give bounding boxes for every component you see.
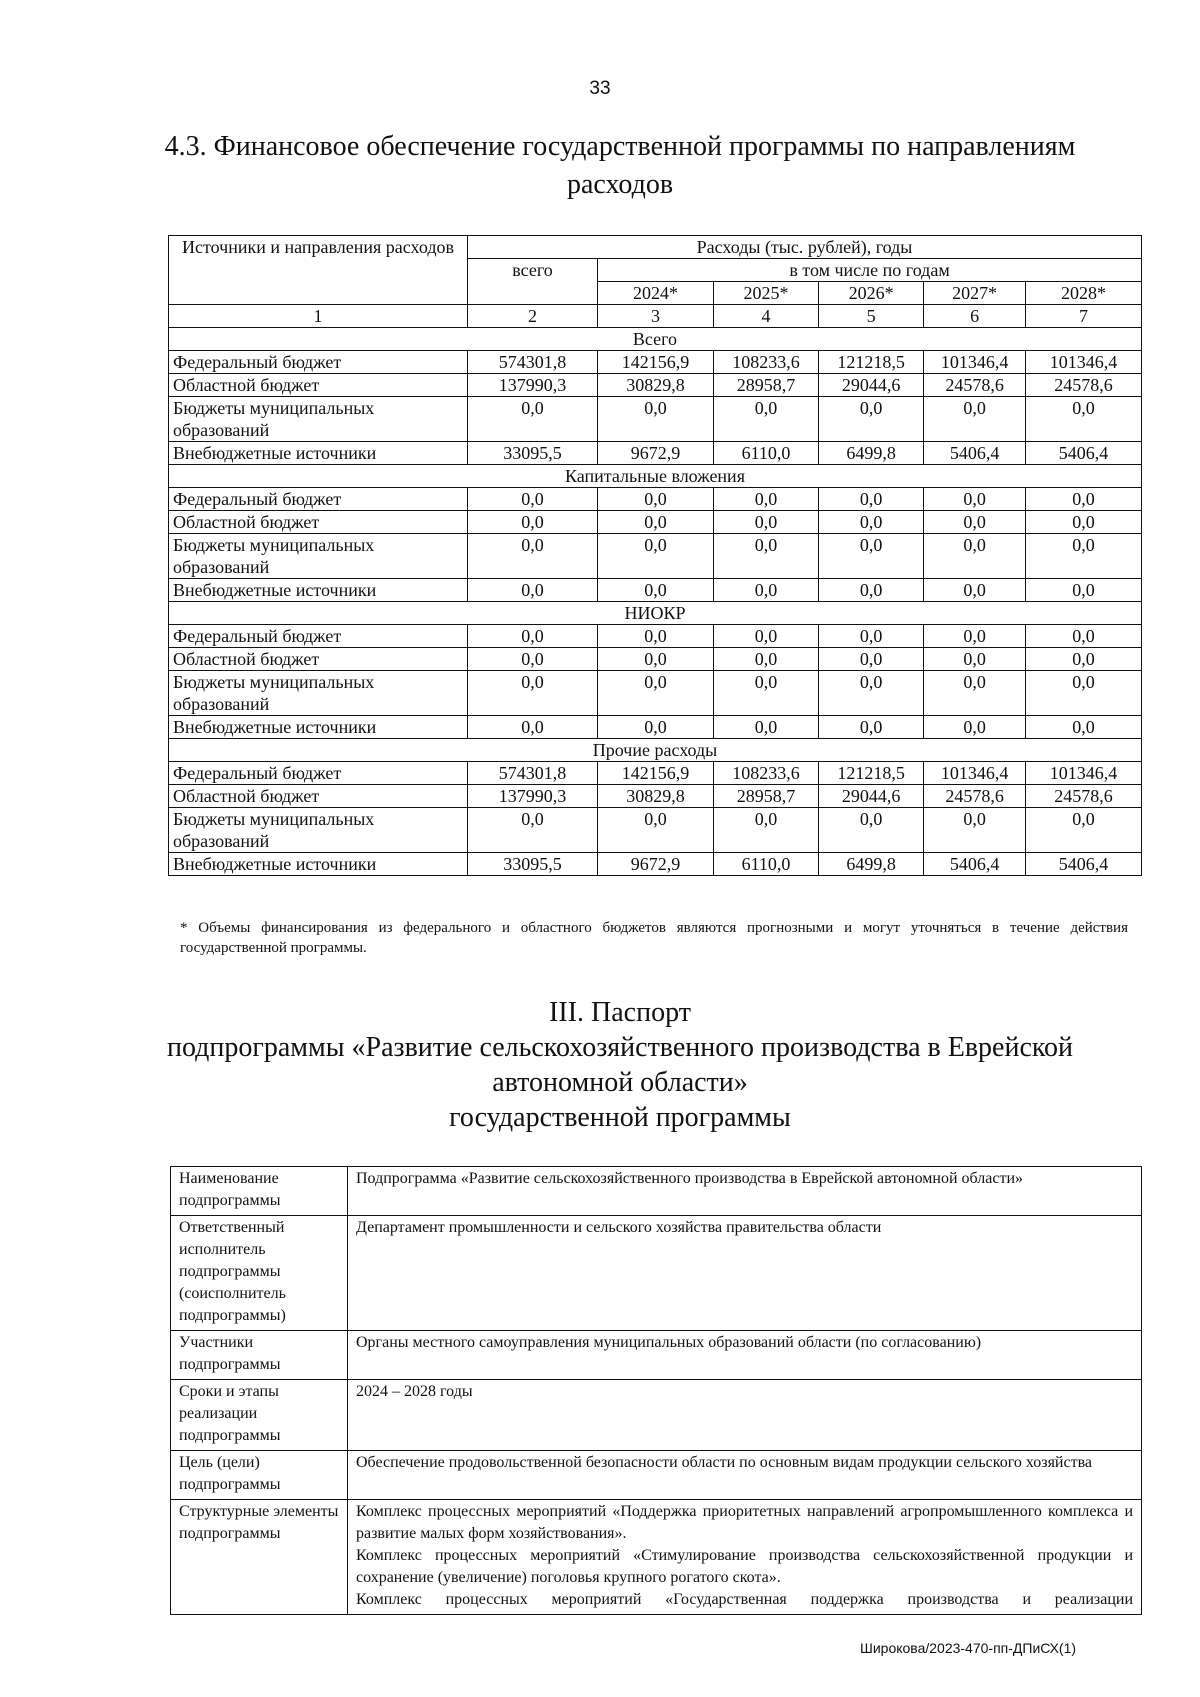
row-label: Областной бюджет (169, 511, 468, 534)
column-number: 5 (819, 305, 924, 328)
value-cell: 0,0 (819, 511, 924, 534)
value-cell: 0,0 (819, 671, 924, 716)
column-number: 1 (169, 305, 468, 328)
row-label: Внебюджетные источники (169, 853, 468, 876)
value-cell: 0,0 (924, 671, 1026, 716)
value-cell: 0,0 (713, 397, 818, 442)
value-cell: 0,0 (819, 716, 924, 739)
table-row (169, 671, 1142, 716)
passport-key: Наименование подпрограммы (171, 1167, 348, 1216)
document-signature: Широкова/2023-470-пп-ДПиСХ(1) (860, 1640, 1077, 1656)
passport-key: Цель (цели) подпрограммы (171, 1451, 348, 1500)
passport-value (348, 1500, 1142, 1615)
passport-key: Ответственный исполнитель подпрограммы (соисполнитель подпрограммы) (171, 1216, 348, 1331)
value-cell: 5406,4 (924, 853, 1026, 876)
year-header: 2024* (598, 282, 714, 305)
value-cell: 0,0 (598, 671, 714, 716)
value-cell: 0,0 (924, 534, 1026, 579)
row-label: Федеральный бюджет (169, 762, 468, 785)
value-cell: 29044,6 (819, 374, 924, 397)
value-cell: 6499,8 (819, 442, 924, 465)
value-cell: 0,0 (598, 534, 714, 579)
table-row (169, 511, 1142, 534)
value-cell: 0,0 (468, 397, 598, 442)
section-row (169, 328, 1142, 351)
table-row (169, 397, 1142, 442)
value-cell: 0,0 (819, 625, 924, 648)
financing-table (168, 235, 1142, 876)
value-cell: 0,0 (598, 625, 714, 648)
value-cell: 0,0 (598, 397, 714, 442)
value-cell: 0,0 (924, 808, 1026, 853)
value-cell: 0,0 (468, 534, 598, 579)
value-cell: 33095,5 (468, 442, 598, 465)
table-row (169, 648, 1142, 671)
value-cell: 0,0 (1026, 671, 1142, 716)
passport-key: Участники подпрограммы (171, 1331, 348, 1380)
footnote: * Объемы финансирования из федерального и областного бюджетов являются прогнозными и могут уточняться в течение действия государственной программы. (180, 920, 1128, 956)
table-row (169, 716, 1142, 739)
value-cell: 108233,6 (713, 351, 818, 374)
passport-row (171, 1380, 1142, 1451)
passport-title (150, 995, 1090, 1135)
table-row (169, 579, 1142, 602)
section-row (169, 602, 1142, 625)
value-cell: 0,0 (468, 716, 598, 739)
passport-value (348, 1167, 1142, 1216)
value-cell: 5406,4 (1026, 853, 1142, 876)
value-cell: 0,0 (924, 648, 1026, 671)
value-cell: 137990,3 (468, 374, 598, 397)
value-cell: 6499,8 (819, 853, 924, 876)
value-cell: 24578,6 (924, 374, 1026, 397)
passport-value (348, 1216, 1142, 1331)
value-cell: 24578,6 (1026, 785, 1142, 808)
passport-key: Сроки и этапы реализации подпрограммы (171, 1380, 348, 1451)
value-cell: 30829,8 (598, 785, 714, 808)
table-row (169, 374, 1142, 397)
passport-title-line2: подпрограммы «Развитие сельскохозяйственного производства в Еврейской (166, 1032, 1074, 1063)
value-cell: 6110,0 (713, 442, 818, 465)
row-label: Бюджеты муниципальных образований (169, 808, 468, 853)
value-cell: 33095,5 (468, 853, 598, 876)
passport-value-paragraph: Комплекс процессных мероприятий «Поддержка приоритетных направлений агропромышленного комплекса и развитие малых форм хозяйствования». (356, 1503, 1133, 1542)
row-label: Федеральный бюджет (169, 351, 468, 374)
row-label: Внебюджетные источники (169, 579, 468, 602)
column-number: 2 (468, 305, 598, 328)
value-cell: 0,0 (1026, 808, 1142, 853)
value-cell: 0,0 (819, 397, 924, 442)
row-label: Федеральный бюджет (169, 488, 468, 511)
passport-value-paragraph: Комплекс процессных мероприятий «Стимулирование производства сельскохозяйственной продукции и сохранение (увеличение) поголовья крупного рогатого скота». (356, 1547, 1133, 1586)
table-row (169, 351, 1142, 374)
section-title-line2: расходов (566, 169, 674, 200)
value-cell: 0,0 (1026, 625, 1142, 648)
value-cell: 0,0 (468, 808, 598, 853)
value-cell: 0,0 (468, 648, 598, 671)
value-cell: 0,0 (1026, 648, 1142, 671)
table-row (169, 853, 1142, 876)
passport-row (171, 1500, 1142, 1615)
value-cell: 0,0 (924, 488, 1026, 511)
column-number: 4 (713, 305, 818, 328)
year-header: 2026* (819, 282, 924, 305)
passport-value-paragraph: Подпрограмма «Развитие сельскохозяйственного производства в Еврейской автономной области» (356, 1170, 1024, 1187)
value-cell: 0,0 (924, 625, 1026, 648)
value-cell: 0,0 (713, 648, 818, 671)
value-cell: 0,0 (713, 625, 818, 648)
value-cell: 0,0 (1026, 488, 1142, 511)
value-cell: 5406,4 (1026, 442, 1142, 465)
value-cell: 24578,6 (1026, 374, 1142, 397)
section-title (150, 128, 1090, 204)
table-row (169, 785, 1142, 808)
value-cell: 101346,4 (1026, 762, 1142, 785)
value-cell: 29044,6 (819, 785, 924, 808)
passport-value-paragraph: Органы местного самоуправления муниципальных образований области (по согласованию) (356, 1334, 982, 1351)
value-cell: 137990,3 (468, 785, 598, 808)
value-cell: 101346,4 (924, 351, 1026, 374)
value-cell: 0,0 (713, 671, 818, 716)
value-cell: 0,0 (468, 511, 598, 534)
value-cell: 0,0 (924, 716, 1026, 739)
value-cell: 0,0 (598, 808, 714, 853)
value-cell: 5406,4 (924, 442, 1026, 465)
table-row (169, 808, 1142, 853)
section-row (169, 465, 1142, 488)
value-cell: 9672,9 (598, 442, 714, 465)
table-row (169, 762, 1142, 785)
section-row (169, 739, 1142, 762)
value-cell: 0,0 (468, 488, 598, 511)
value-cell: 0,0 (819, 648, 924, 671)
section-title-cell: НИОКР (169, 602, 1142, 625)
value-cell: 0,0 (713, 488, 818, 511)
header-row-1 (169, 236, 1142, 259)
value-cell: 0,0 (924, 397, 1026, 442)
passport-value (348, 1451, 1142, 1500)
value-cell: 0,0 (713, 579, 818, 602)
value-cell: 0,0 (1026, 579, 1142, 602)
passport-row (171, 1167, 1142, 1216)
value-cell: 0,0 (713, 716, 818, 739)
passport-value (348, 1380, 1142, 1451)
row-label: Бюджеты муниципальных образований (169, 534, 468, 579)
row-label: Бюджеты муниципальных образований (169, 671, 468, 716)
table-row (169, 442, 1142, 465)
value-cell: 6110,0 (713, 853, 818, 876)
year-header: 2027* (924, 282, 1026, 305)
value-cell: 142156,9 (598, 762, 714, 785)
header-by-years: в том числе по годам (598, 259, 1142, 282)
value-cell: 0,0 (468, 671, 598, 716)
column-number: 6 (924, 305, 1026, 328)
column-numbers-row (169, 305, 1142, 328)
section-title-cell: Прочие расходы (169, 739, 1142, 762)
passport-row (171, 1451, 1142, 1500)
value-cell: 24578,6 (924, 785, 1026, 808)
value-cell: 0,0 (598, 716, 714, 739)
value-cell: 0,0 (1026, 534, 1142, 579)
table-row (169, 488, 1142, 511)
passport-title-line1: III. Паспорт (549, 997, 691, 1028)
page-number: 33 (589, 78, 611, 99)
value-cell: 28958,7 (713, 785, 818, 808)
row-label: Внебюджетные источники (169, 442, 468, 465)
value-cell: 0,0 (819, 579, 924, 602)
value-cell: 0,0 (924, 511, 1026, 534)
value-cell: 28958,7 (713, 374, 818, 397)
row-label: Областной бюджет (169, 374, 468, 397)
column-number: 7 (1026, 305, 1142, 328)
header-expenses: Расходы (тыс. рублей), годы (468, 236, 1142, 259)
value-cell: 0,0 (598, 511, 714, 534)
value-cell: 101346,4 (1026, 351, 1142, 374)
row-label: Бюджеты муниципальных образований (169, 397, 468, 442)
passport-title-line3: автономной области» (492, 1067, 748, 1098)
value-cell: 0,0 (468, 579, 598, 602)
year-header: 2025* (713, 282, 818, 305)
section-title-cell: Капитальные вложения (169, 465, 1142, 488)
year-header: 2028* (1026, 282, 1142, 305)
passport-table (170, 1166, 1142, 1615)
passport-title-line4: государственной программы (449, 1102, 791, 1133)
value-cell: 108233,6 (713, 762, 818, 785)
value-cell: 30829,8 (598, 374, 714, 397)
value-cell: 0,0 (713, 511, 818, 534)
passport-row (171, 1216, 1142, 1331)
value-cell: 0,0 (819, 808, 924, 853)
row-label: Федеральный бюджет (169, 625, 468, 648)
passport-value-paragraph: Департамент промышленности и сельского хозяйства правительства области (356, 1219, 882, 1236)
row-label: Внебюджетные источники (169, 716, 468, 739)
passport-value-paragraph: Комплекс процессных мероприятий «Государственная поддержка производства и реализации (356, 1591, 1133, 1608)
value-cell: 142156,9 (598, 351, 714, 374)
value-cell: 0,0 (713, 808, 818, 853)
value-cell: 574301,8 (468, 351, 598, 374)
row-label: Областной бюджет (169, 648, 468, 671)
header-total: всего (468, 259, 598, 305)
column-number: 3 (598, 305, 714, 328)
value-cell: 0,0 (924, 579, 1026, 602)
value-cell: 0,0 (1026, 716, 1142, 739)
value-cell: 121218,5 (819, 351, 924, 374)
value-cell: 574301,8 (468, 762, 598, 785)
value-cell: 121218,5 (819, 762, 924, 785)
value-cell: 0,0 (598, 579, 714, 602)
header-sources: Источники и направления расходов (169, 236, 468, 305)
passport-row (171, 1331, 1142, 1380)
value-cell: 0,0 (598, 488, 714, 511)
passport-value-paragraph: Обеспечение продовольственной безопасности области по основным видам продукции сельского хозяйства (356, 1454, 1093, 1471)
passport-key: Структурные элементы подпрограммы (171, 1500, 348, 1615)
table-row (169, 534, 1142, 579)
value-cell: 101346,4 (924, 762, 1026, 785)
value-cell: 0,0 (713, 534, 818, 579)
value-cell: 9672,9 (598, 853, 714, 876)
row-label: Областной бюджет (169, 785, 468, 808)
value-cell: 0,0 (819, 534, 924, 579)
value-cell: 0,0 (598, 648, 714, 671)
value-cell: 0,0 (1026, 511, 1142, 534)
value-cell: 0,0 (468, 625, 598, 648)
section-title-cell: Всего (169, 328, 1142, 351)
section-title-line1: 4.3. Финансовое обеспечение государственной программы по направлениям (164, 131, 1076, 162)
passport-value (348, 1331, 1142, 1380)
passport-value-paragraph: 2024 – 2028 годы (356, 1383, 473, 1400)
value-cell: 0,0 (1026, 397, 1142, 442)
table-row (169, 625, 1142, 648)
value-cell: 0,0 (819, 488, 924, 511)
